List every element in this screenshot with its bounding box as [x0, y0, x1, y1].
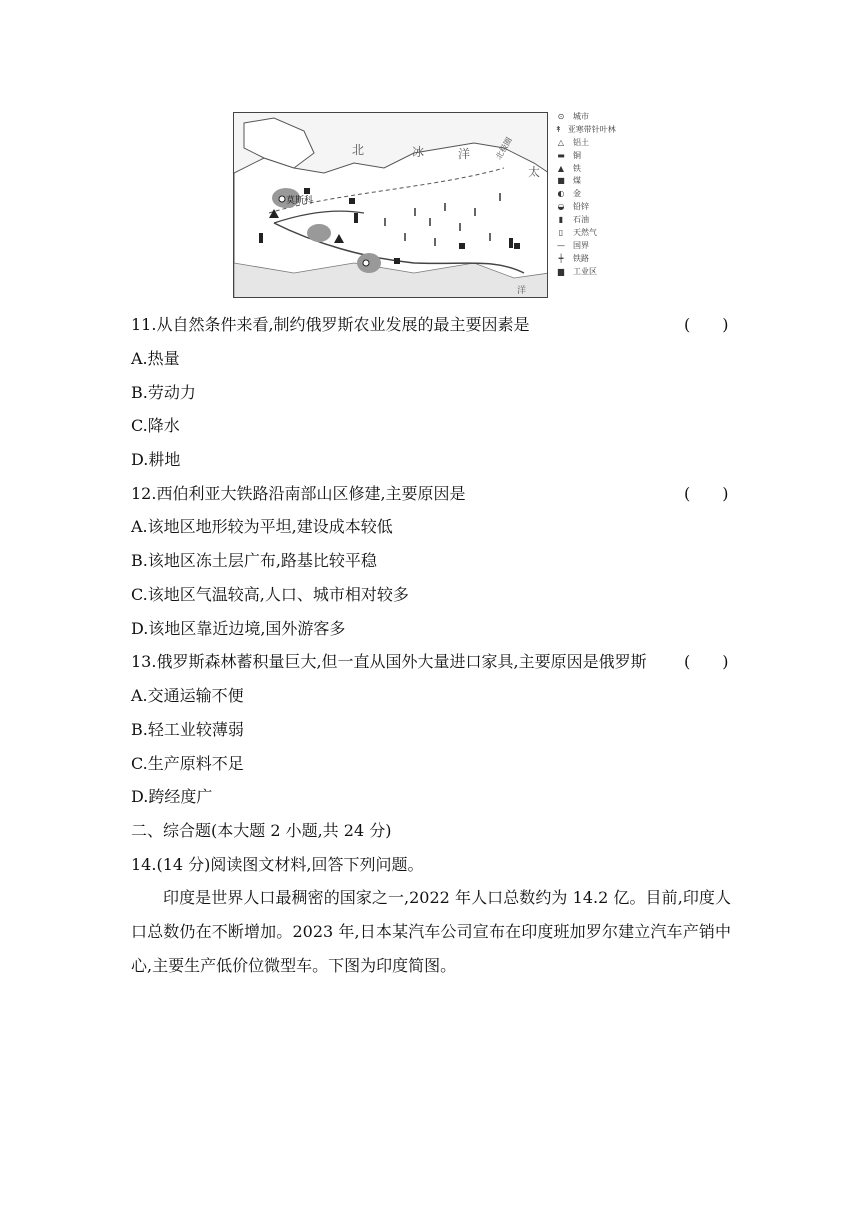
- legend-label: 铁: [573, 163, 581, 173]
- question-13-option-b: B.轻工业较薄弱: [131, 720, 244, 739]
- legend-item: [555, 174, 615, 187]
- map-label-north: 北: [352, 143, 365, 157]
- question-11-answer-paren: ( ): [684, 315, 729, 334]
- question-13-stem: 13.俄罗斯森林蓄积量巨大,但一直从国外大量进口家具,主要原因是俄罗斯: [131, 652, 647, 671]
- question-14-stem: 14.(14 分)阅读图文材料,回答下列问题。: [131, 855, 424, 874]
- map-label-pacific: 太: [528, 165, 541, 179]
- legend-label: 铁路: [573, 253, 589, 263]
- legend-label: 铅锌: [573, 202, 589, 212]
- legend-label: 工业区: [573, 266, 597, 276]
- question-12-answer-paren: ( ): [684, 484, 729, 503]
- legend-item: [555, 252, 615, 265]
- coal-icon: ■: [557, 176, 565, 186]
- gas-icon: ▯: [558, 227, 564, 237]
- city-icon: ⊙: [557, 111, 565, 121]
- question-11-option-b: B.劳动力: [131, 383, 196, 402]
- legend-label: 铜: [573, 150, 581, 160]
- question-13-answer-paren: ( ): [684, 652, 729, 671]
- question-12-option-b: B.该地区冻土层广布,路基比较平稳: [131, 551, 377, 570]
- industrial-zone-icon: ▆: [557, 266, 565, 276]
- legend-item: [555, 149, 615, 162]
- map-legend: [555, 110, 615, 278]
- question-11-option-d: D.耕地: [131, 450, 181, 469]
- legend-item: [555, 162, 615, 175]
- question-11-option-a: A.热量: [131, 349, 180, 368]
- map-label-ice: 冰: [412, 145, 425, 159]
- legend-item: [555, 110, 615, 123]
- section-2-title: 二、综合题(本大题 2 小题,共 24 分): [131, 821, 392, 840]
- question-11-option-c: C.降水: [131, 416, 180, 435]
- legend-item: [555, 213, 615, 226]
- question-13-option-c: C.生产原料不足: [131, 754, 244, 773]
- legend-item: [555, 239, 615, 252]
- legend-label: 天然气: [573, 227, 597, 237]
- legend-item: [555, 136, 615, 149]
- map-label-arctic-circle: 北极圈: [494, 135, 514, 162]
- bauxite-icon: △: [557, 137, 565, 147]
- russia-map: [233, 112, 548, 298]
- legend-label: 国界: [573, 240, 589, 250]
- iron-icon: ▲: [557, 163, 565, 173]
- border-icon: —: [557, 240, 565, 250]
- legend-label: 城市: [573, 111, 589, 121]
- legend-item: [555, 265, 615, 278]
- question-13-option-d: D.跨经度广: [131, 787, 213, 806]
- question-12-stem: 12.西伯利亚大铁路沿南部山区修建,主要原因是: [131, 484, 466, 503]
- question-12-option-a: A.该地区地形较为平坦,建设成本较低: [131, 517, 393, 536]
- legend-item: [555, 226, 615, 239]
- legend-item: [555, 187, 615, 200]
- map-label-moscow: 莫斯科: [286, 196, 314, 206]
- legend-label: 金: [573, 189, 581, 199]
- legend-label: 亚寒带针叶林: [567, 124, 616, 134]
- russia-map-figure: [233, 110, 616, 300]
- legend-item: [555, 200, 615, 213]
- question-11-stem: 11.从自然条件来看,制约俄罗斯农业发展的最主要因素是: [131, 315, 530, 334]
- map-label-pacific2: 洋: [517, 286, 527, 296]
- gold-icon: ◐: [557, 189, 565, 199]
- railway-icon: ┿: [558, 253, 564, 263]
- copper-icon: ▬: [557, 150, 565, 160]
- legend-item: [555, 123, 615, 136]
- question-14-material: 印度是世界人口最稠密的国家之一,2022 年人口总数约为 14.2 亿。目前,印度人口总数仍在不断增加。2023 年,日本某汽车公司宣布在印度班加罗尔建立汽车产销中心,主要生产低价位微型车。下图为印度简图。: [131, 888, 731, 975]
- question-12-option-d: D.该地区靠近边境,国外游客多: [131, 619, 346, 638]
- legend-label: 石油: [573, 215, 589, 225]
- lead-zinc-icon: ◒: [557, 202, 565, 212]
- legend-label: 铝土: [573, 137, 589, 147]
- legend-label: 煤: [573, 176, 581, 186]
- question-12-option-c: C.该地区气温较高,人口、城市相对较多: [131, 585, 409, 604]
- oil-icon: ▮: [558, 215, 564, 225]
- map-label-ocean: 洋: [458, 147, 471, 161]
- conifer-icon: ↟: [555, 124, 562, 134]
- question-13-option-a: A.交通运输不便: [131, 686, 244, 705]
